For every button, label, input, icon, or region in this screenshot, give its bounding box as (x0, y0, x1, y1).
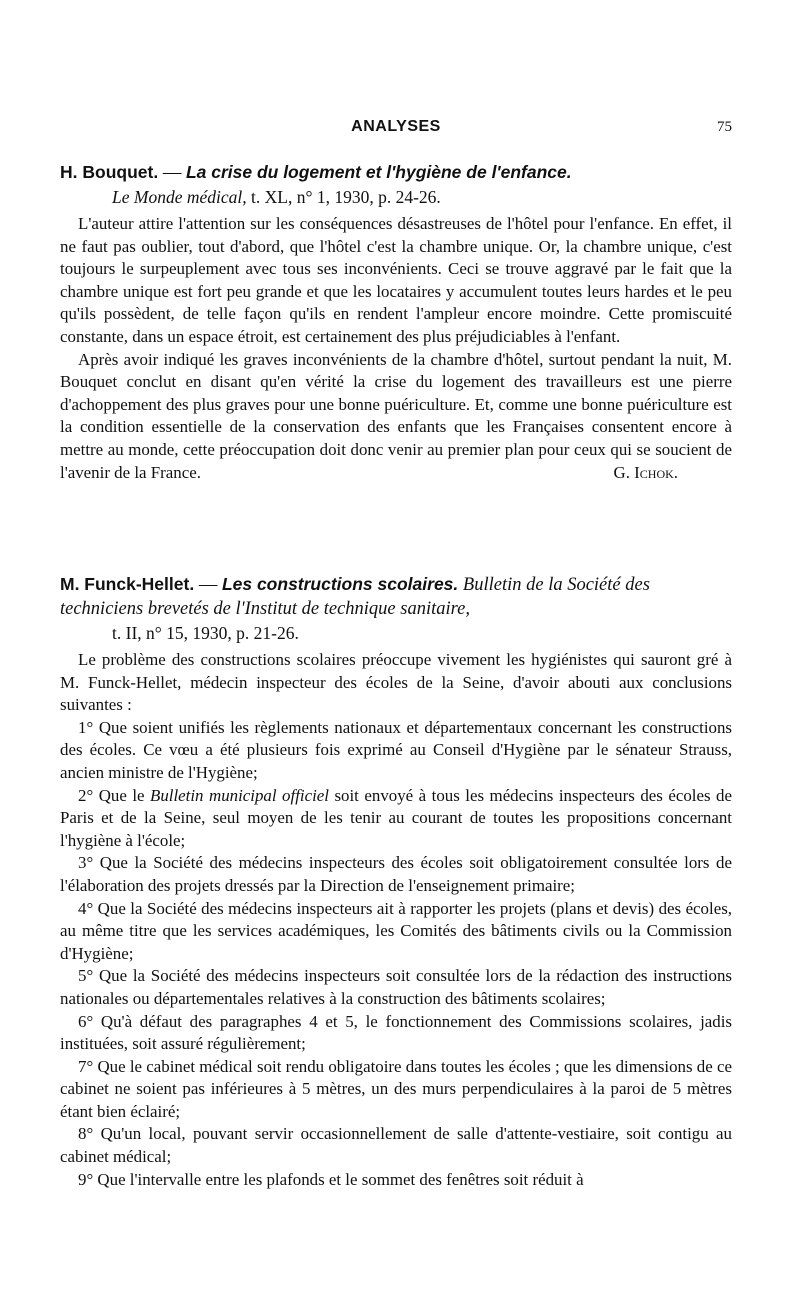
conclusion-item: 4° Que la Société des médecins inspecteurs ait à rapporter les projets (plans et devis) des écoles, au même titre que les services académiques, les Comités des bâtiments civils ou la Commission d'Hygiène; (60, 898, 732, 963)
journal-name: Le Monde médical, (112, 187, 247, 207)
item-suffix: soit envoyé à tous les médecins inspecteurs des écoles de Paris et de la Seine, seul moyen de les tenir au courant de toutes les propositions concernant l'hygiène à l'école; (60, 785, 732, 850)
reviewer-signature: G. Ichok. (613, 462, 678, 482)
article-bouquet (60, 160, 732, 484)
article-heading (60, 160, 732, 185)
article-source (60, 621, 732, 645)
article-heading (60, 572, 732, 621)
page-number: 75 (717, 119, 732, 135)
bulletin-title: Bulletin municipal officiel (150, 785, 329, 805)
intro-paragraph: Le problème des constructions scolaires préoccupe vivement les hygiénistes qui sauront gré à M. Funck-Hellet, médecin inspecteur des écoles de la Seine, d'avoir abouti aux conclusions suivantes : (60, 650, 732, 715)
conclusion-item: 9° Que l'intervalle entre les plafonds et le sommet des fenêtres soit réduit à (78, 1169, 584, 1189)
body-paragraph (60, 349, 732, 485)
item-prefix: 2° Que le (78, 785, 145, 805)
article-author: H. Bouquet. (60, 162, 159, 182)
running-header (60, 118, 732, 144)
journal-details: t. II, n° 15, 1930, p. 21-26. (112, 623, 299, 643)
conclusion-item: 6° Qu'à défaut des paragraphes 4 et 5, le fonctionnement des Commissions scolaires, jadis instituées, soit assuré régulièrement; (60, 1011, 732, 1054)
conclusion-item: 5° Que la Société des médecins inspecteurs soit consultée lors de la rédaction des instructions nationales ou départementales relatives à la construction des bâtiments scolaires; (60, 966, 732, 1008)
article-author: M. Funck-Hellet. (60, 574, 195, 594)
conclusion-item: 3° Que la Société des médecins inspecteurs des écoles soit obligatoirement consultée lors de l'élaboration des projets dressés par la Direction de l'enseignement primaire; (60, 853, 732, 895)
body-paragraph-text: Après avoir indiqué les graves inconvénients de la chambre d'hôtel, surtout pendant la nuit, M. Bouquet conclut en disant qu'en vérité la crise du logement des travailleurs est une pierre d'achoppement des plus graves pour une bonne puériculture. Et, comme une bonne puériculture est la condition essentielle de la conservation des enfants que les Françaises consentent encore à mettre au monde, cette préoccupation doit donc venir au premier plan pour ceux qui se soucient de l'avenir de la France. (60, 349, 732, 482)
conclusion-item: 7° Que le cabinet médical soit rendu obligatoire dans toutes les écoles ; que les dimensions de ce cabinet ne soient pas inférieures à 5 mètres, un des murs perpendiculaires à la paroi de 5 mètres étant bien éclairé; (60, 1056, 732, 1121)
journal-details: t. XL, n° 1, 1930, p. 24-26. (251, 187, 441, 207)
heading-dash: — (162, 163, 182, 183)
journal-name: Bulletin de la Société des techniciens brevetés de l'Institut de technique sanitaire, (60, 575, 650, 619)
running-title: ANALYSES (351, 118, 441, 135)
article-title: La crise du logement et l'hygiène de l'enfance. (185, 162, 572, 182)
body-paragraph: L'auteur attire l'attention sur les conséquences désastreuses de l'hôtel pour l'enfance. En effet, il ne faut pas oublier, tout d'abord, que l'hôtel c'est la chambre unique. Or, la chambre unique, c'est toujours le surpeuplement avec tous ses inconvénients. Ceci se trouve aggravé par le fait que la chambre unique est fort peu grande et que les locataires y accumulent toutes leurs hardes et le peu qu'ils possèdent, de telle façon qu'ils en rendent l'ampleur encore moindre. Cette promiscuité constante, dans un espace étroit, est certainement des plus préjudiciables à l'enfant. (60, 214, 732, 346)
article-source (60, 185, 732, 209)
heading-dash: — (198, 575, 218, 595)
article-title: Les constructions scolaires. (221, 574, 459, 594)
conclusion-item: 8° Qu'un local, pouvant servir occasionnellement de salle d'attente-vestiaire, soit contigu au cabinet médical; (60, 1124, 732, 1167)
article-funck-hellet (60, 572, 732, 1191)
conclusion-item (60, 785, 732, 853)
conclusion-item: 1° Que soient unifiés les règlements nationaux et départementaux concernant les constructions des écoles. Ce vœu a été plusieurs fois exprimé au Conseil d'Hygiène par le sénateur Strauss, ancien ministre de l'Hygiène; (60, 717, 732, 782)
